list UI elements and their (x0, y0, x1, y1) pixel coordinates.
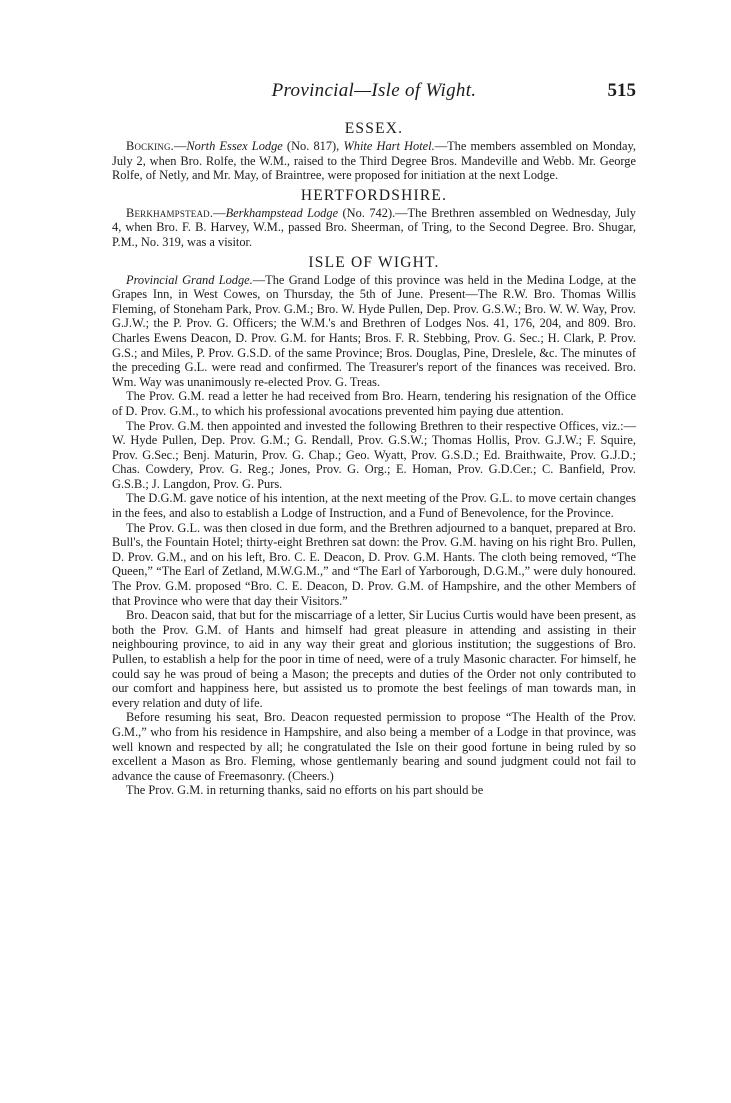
dash: — (173, 139, 187, 153)
paragraph-returning-thanks: The Prov. G.M. in returning thanks, said no efforts on his part should be (126, 783, 484, 798)
paragraph-hertfordshire (112, 206, 636, 250)
lodge-name: Berkhampstead Lodge (225, 205, 339, 220)
paragraph-health-toast: Before resuming his seat, Bro. Deacon requested permission to propose “The Health of the Prov. G.M.,” who from his residence in Hampshire, and also being a member of a Lodge in that province, was well known and respected by all; he congratulated the Isle on their good fortune in being ruled by so excellent a Mason as Bro. Fleming, whose gentlemanly bearing and sound judgment could not fail to advance the cause of Freemasonry. (Cheers.) (112, 710, 636, 783)
place-name: Berkhampstead. (126, 205, 214, 220)
lodge-number: (No. 817), (282, 139, 344, 153)
paragraph-text: (No. 742).—The Brethren assembled on Wednesday, July 4, when Bro. F. B. Harvey, W.M., passed Bro. Sheerman, of Tring, to the Second Degree. Bro. Shugar, P.M., No. 319, was a visitor. (112, 205, 636, 249)
paragraph-essex (112, 139, 636, 183)
lodge-name: North Essex Lodge (186, 139, 283, 153)
paragraph-appointments: The Prov. G.M. then appointed and invested the following Brethren to their respective Offices, viz.:—W. Hyde Pullen, Dep. Prov. G.M.; G. Rendall, Prov. G.S.W.; Thomas Hollis, Prov. G.J.W.; F. Squire, Prov. G.Sec.; Benj. Maturin, Prov. G. Chap.; Geo. Wyatt, Prov. G.S.D.; Ed. Braithwaite, Prov. G.J.D.; Chas. Cowdery, Prov. G. Reg.; Jones, Prov. G. Org.; E. Homan, Prov. G.D.Cer.; C. Banfield, Prov. G.S.B.; J. Langdon, Prov. G. Purs. (112, 418, 636, 491)
paragraph-text: —The members assembled on Monday, July 2, when Bro. Rolfe, the W.M., raised to the Third Degree Bros. Mandeville and Webb. Mr. George Rolfe, of Netly, and Mr. May, of Braintree, were proposed for initiation at the next Lodge. (112, 139, 636, 183)
paragraph-provincial-grand-lodge (112, 273, 636, 390)
dash: — (213, 205, 226, 220)
page-number: 515 (607, 80, 636, 101)
paragraph-deacon-speech: Bro. Deacon said, that but for the miscarriage of a letter, Sir Lucius Curtis would have been present, as both the Prov. G.M. of Hants and himself had great pleasure in attending and assisting in their neighbouring province, to aid in any way their great and glorious institution; the suggestions of Bro. Pullen, to establish a help for the poor in time of need, were of a truly Masonic character. For himself, he could say he was proud of being a Mason; the precepts and duties of the Order not only contributed to our comfort and happiness here, but assisted us to promote the best feelings of man towards man, in every relation and duty of life. (112, 608, 636, 710)
paragraph-lead: Provincial Grand Lodge. (126, 272, 253, 287)
section-heading-hertfordshire: HERTFORDSHIRE. (300, 186, 448, 204)
running-title: Provincial—Isle of Wight. (271, 80, 477, 101)
paragraph-notice: The D.G.M. gave notice of his intention, at the next meeting of the Prov. G.L. to move certain changes in the fees, and also to establish a Lodge of Instruction, and a Fund of Benevolence, for the Province. (112, 491, 636, 521)
section-heading-essex: ESSEX. (344, 120, 404, 137)
paragraph-text: —The Grand Lodge of this province was held in the Medina Lodge, at the Grapes Inn, in West Cowes, on Thursday, the 5th of June. Present—The R.W. Bro. Thomas Willis Fleming, of Stoneham Park, Prov. G.M.; Bro. W. Hyde Pullen, Dep. Prov. G.S.W.; Bro. W. W. Way, Prov. G.J.W.; the P. Prov. G. Officers; the W.M.'s and Brethren of Lodges Nos. 41, 176, 204, and 809. Bro. Charles Ewens Deacon, D. Prov. G.M. for Hants; Bros. F. R. Stebbing, Prov. G. Sec.; H. Clark, P. Prov. G.S.; and Miles, P. Prov. G.S.D. of the same Province; Bros. Douglas, Pine, Dreslele, &c. The minutes of the preceding G.L. were read and confirmed. The Treasurer's report of the finances was received. Bro. Wm. Way was unanimously re-elected Prov. G. Treas. (112, 272, 636, 389)
place-name: Bocking. (126, 139, 174, 153)
paragraph-resignation: The Prov. G.M. read a letter he had received from Bro. Hearn, tendering his resignation of the Office of D. Prov. G.M., to which his professional avocations prevented him paying due attention. (112, 389, 636, 418)
venue-name: White Hart Hotel. (343, 139, 435, 153)
document-page (112, 0, 636, 798)
running-head (112, 76, 636, 116)
section-heading-isle-of-wight: ISLE OF WIGHT. (308, 253, 440, 271)
paragraph-banquet: The Prov. G.L. was then closed in due form, and the Brethren adjourned to a banquet, prepared at Bro. Bull's, the Fountain Hotel; thirty-eight Brethren sat down: the Prov. G.M. having on his right Bro. Pullen, D. Prov. G.M., and on his left, Bro. C. E. Deacon, D. Prov. G.M. Hants. The cloth being removed, “The Queen,” “The Earl of Zetland, M.W.G.M.,” and “The Earl of Yarborough, D.G.M.,” were duly honoured. The Prov. G.M. proposed “Bro. C. E. Deacon, D. Prov. G.M. of Hampshire, and the other Members of that Province who were that day their Visitors.” (112, 520, 636, 608)
